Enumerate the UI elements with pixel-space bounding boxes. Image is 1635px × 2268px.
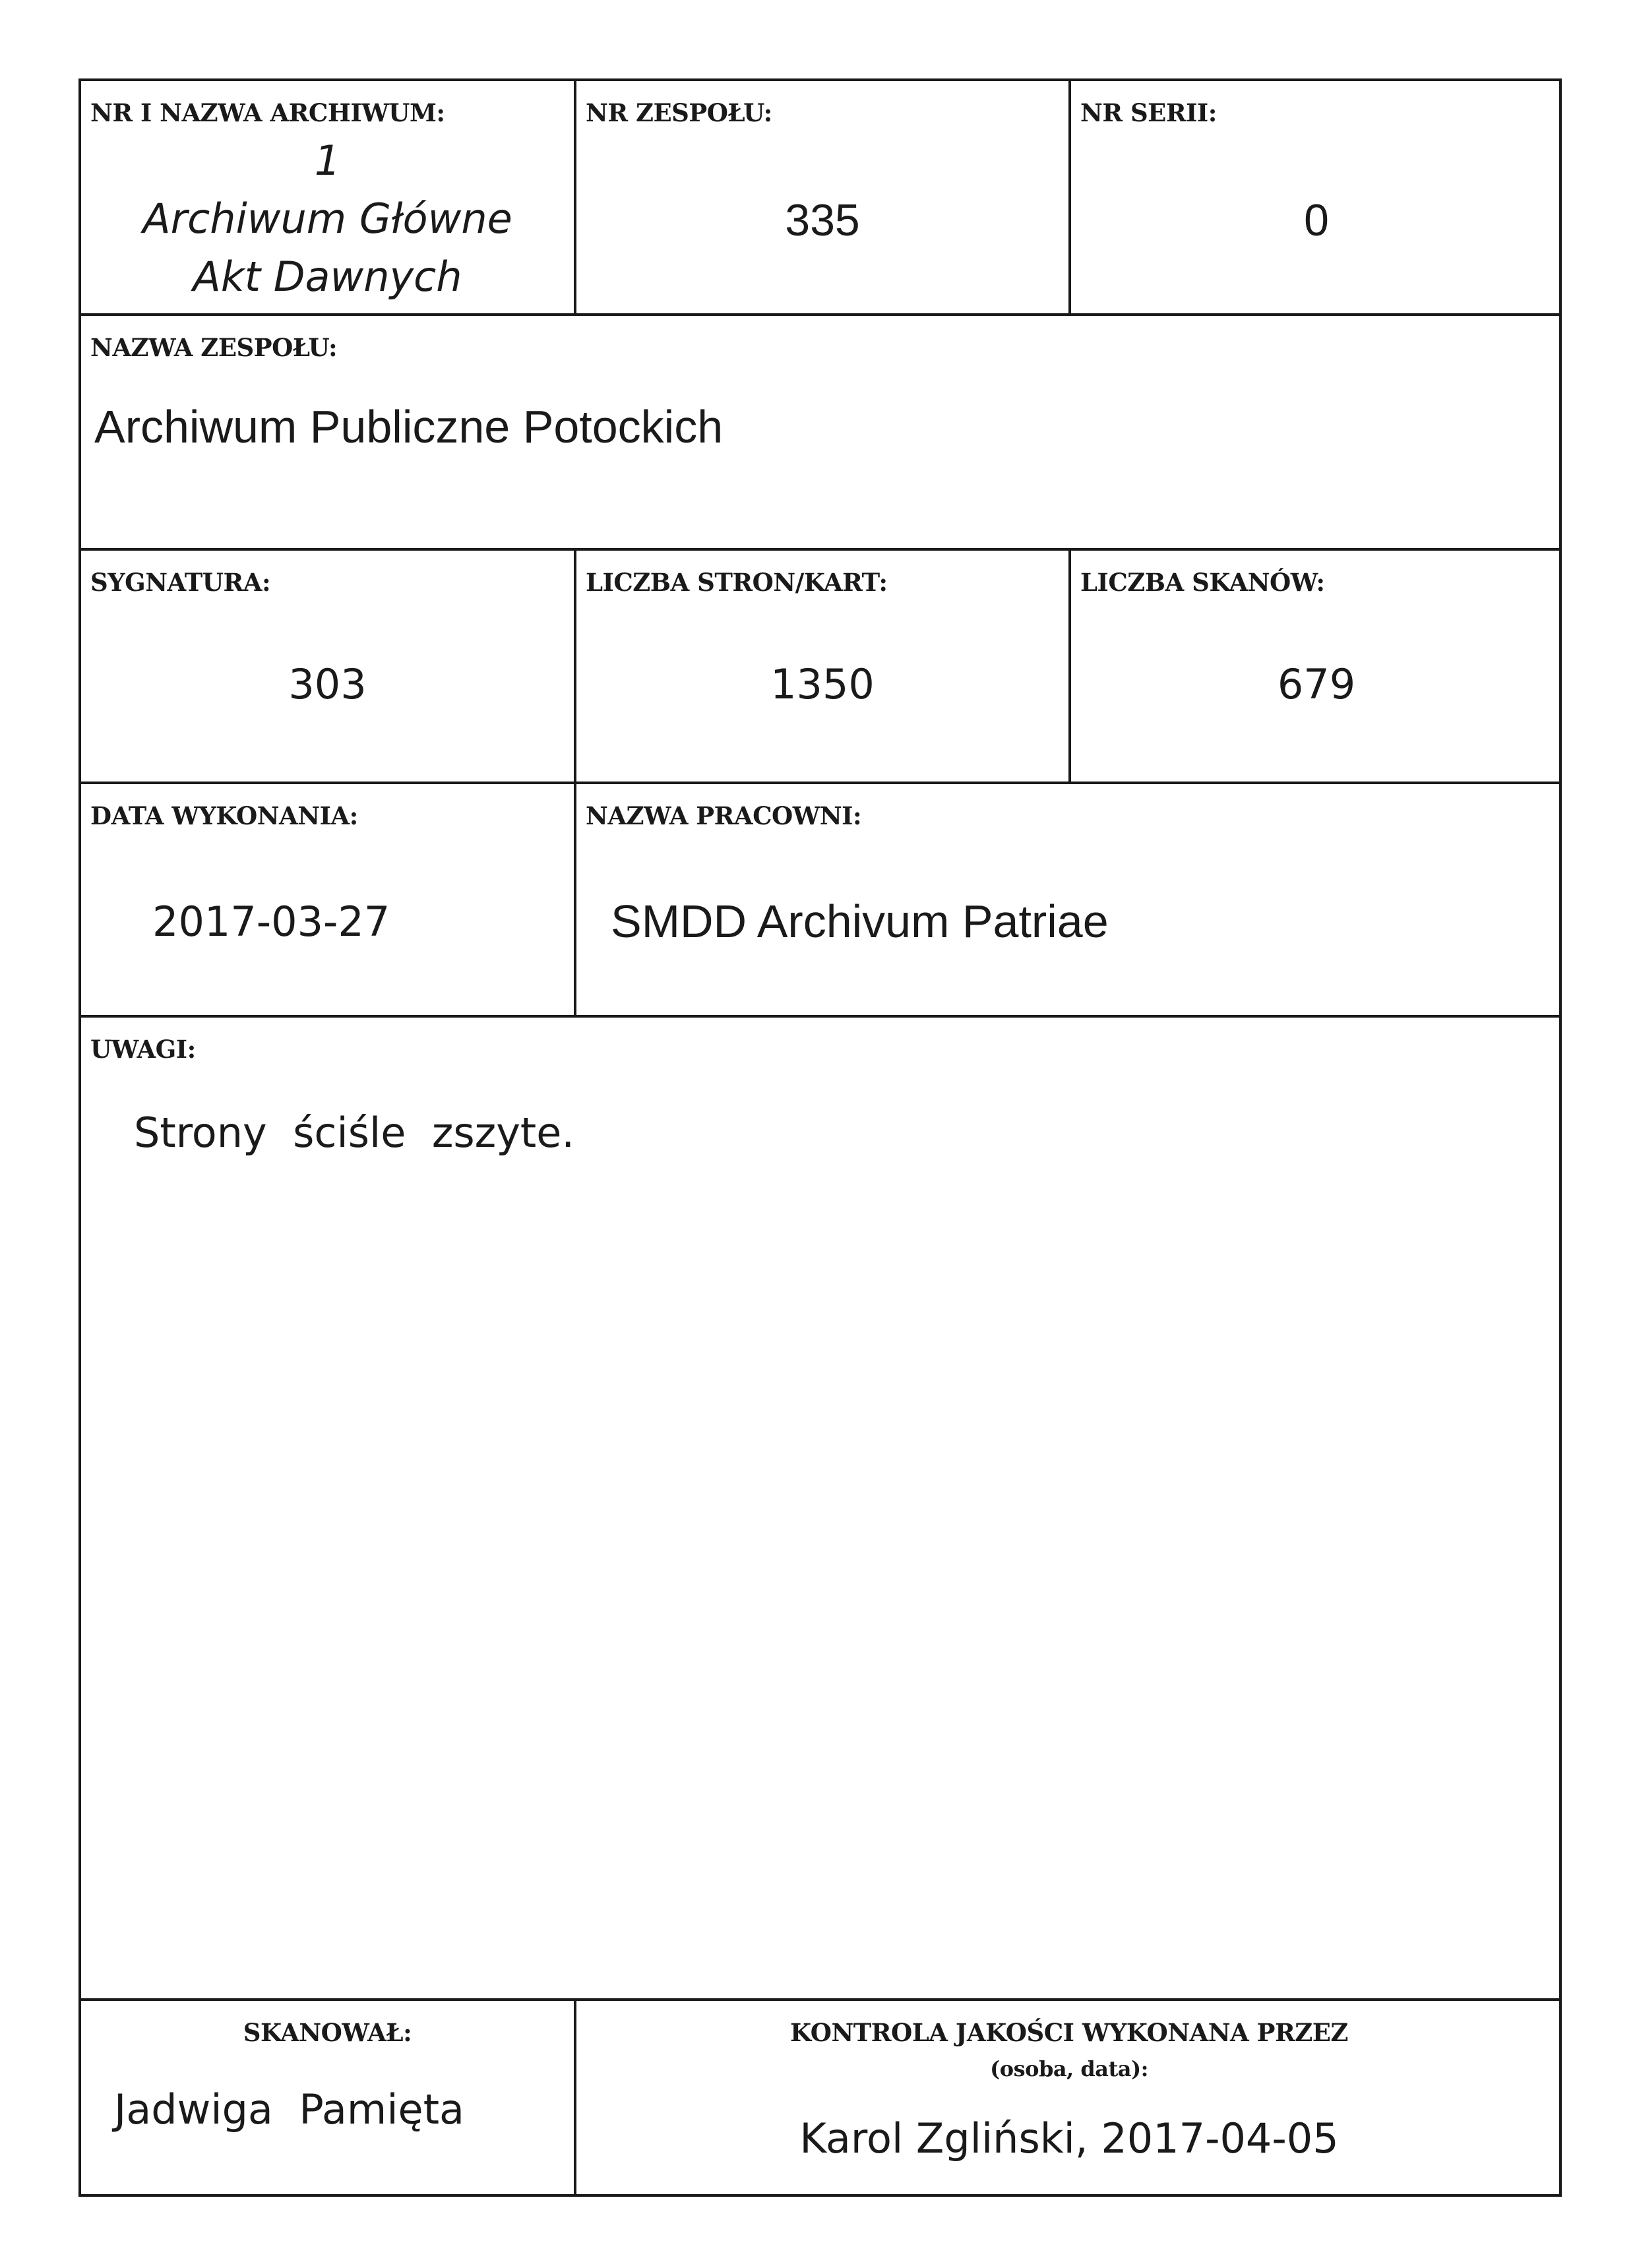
fonds-number-value: 335: [785, 195, 860, 245]
series-number-cell: [1071, 81, 1562, 313]
date-cell: [81, 784, 574, 1015]
signature-label: SYGNATURA:: [90, 568, 271, 597]
fonds-name-cell: [81, 316, 1562, 548]
scans-value: 679: [1277, 660, 1356, 708]
scans-label: LICZBA SKANÓW:: [1080, 568, 1325, 597]
archive-name-line2: Akt Dawnych: [193, 253, 462, 301]
fonds-name-label: NAZWA ZESPOŁU:: [90, 333, 338, 362]
archive-name-line1: Archiwum Główne: [142, 195, 512, 243]
series-number-label: NR SERII:: [1080, 98, 1217, 127]
date-label: DATA WYKONANIA:: [90, 801, 358, 830]
fonds-number-cell: [576, 81, 1068, 313]
scanned-by-label: SKANOWAŁ:: [243, 2018, 412, 2047]
notes-cell: [81, 1018, 1562, 1998]
archive-cell: [81, 81, 574, 313]
date-value: 2017-03-27: [152, 898, 390, 946]
quality-control-value: Karol Zgliński, 2017-04-05: [799, 2114, 1339, 2162]
quality-control-cell: [576, 2001, 1562, 2197]
signature-cell: [81, 551, 574, 782]
scanned-by-value: Jadwiga Pamięta: [114, 2085, 464, 2133]
quality-control-sublabel: (osoba, data):: [990, 2056, 1148, 2081]
series-number-value: 0: [1304, 195, 1329, 245]
archive-label: NR I NAZWA ARCHIWUM:: [90, 98, 445, 127]
fonds-name-value: Archiwum Publiczne Potockich: [94, 401, 724, 452]
quality-control-label: KONTROLA JAKOŚCI WYKONANA PRZEZ: [790, 2018, 1348, 2047]
pages-label: LICZBA STRON/KART:: [586, 568, 888, 597]
workshop-cell: [576, 784, 1562, 1015]
signature-value: 303: [288, 660, 367, 708]
fonds-number-label: NR ZESPOŁU:: [586, 98, 772, 127]
notes-value: Strony ściśle zszyte.: [134, 1109, 575, 1157]
pages-value: 1350: [770, 660, 875, 708]
archive-number: 1: [314, 137, 341, 185]
scans-cell: [1071, 551, 1562, 782]
notes-label: UWAGI:: [90, 1035, 196, 1064]
scanned-by-cell: [81, 2001, 574, 2197]
workshop-value: SMDD Archivum Patriae: [611, 896, 1109, 947]
archive-metadata-form: [78, 78, 1562, 2197]
workshop-label: NAZWA PRACOWNI:: [586, 801, 862, 830]
pages-cell: [576, 551, 1068, 782]
